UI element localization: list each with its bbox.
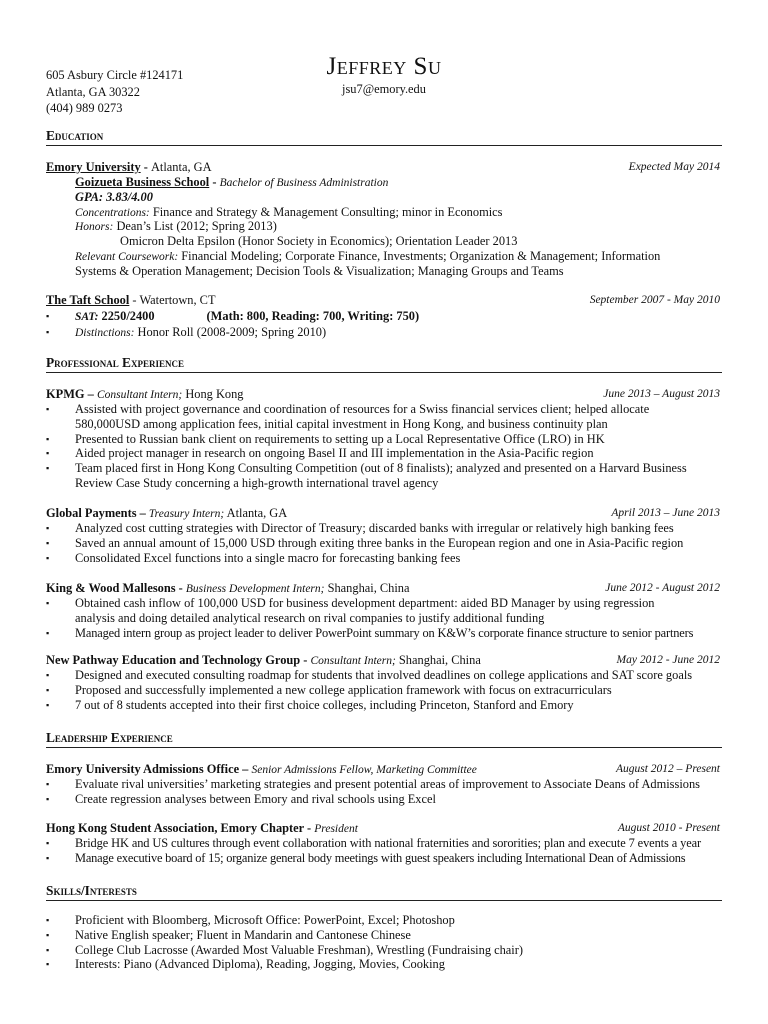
school-name: The Taft School — [46, 293, 130, 307]
list-item: ▪ College Club Lacrosse (Awarded Most Valuable Freshman), Wrestling (Fundraising chair) — [46, 943, 722, 958]
job-role: Treasury Intern; — [148, 508, 225, 520]
leadership-header — [46, 821, 722, 837]
concentrations-label: Concentrations: — [75, 207, 150, 219]
leadership-date: August 2012 – Present — [615, 763, 720, 775]
separator: - — [209, 175, 220, 189]
job-date: April 2013 – June 2013 — [611, 507, 720, 519]
job-bullets — [46, 668, 722, 712]
job-date: June 2013 – August 2013 — [603, 388, 720, 400]
degree: Bachelor of Business Administration — [219, 177, 389, 189]
leadership-role: Senior Admissions Fellow, Marketing Committee — [251, 764, 477, 776]
gpa: GPA: 3.83/4.00 — [75, 190, 153, 204]
job-org: New Pathway Education and Technology Group — [46, 653, 301, 667]
section-heading-professional: Professional Experience — [46, 355, 722, 373]
job-header — [46, 581, 722, 597]
candidate-name: Jeffrey Su — [326, 53, 442, 80]
list-item: ▪ Proficient with Bloomberg, Microsoft Office: PowerPoint, Excel; Photoshop — [46, 913, 722, 928]
honors-row — [75, 219, 277, 235]
education-date: September 2007 - May 2010 — [589, 294, 720, 306]
coursework-text-continued: Systems & Operation Management; Decision Tools & Visualization; Managing Groups and Teams — [75, 264, 564, 278]
list-item: ▪ Presented to Russian bank client on requirements to setting up a Local Representative Office (LRO) in HK — [46, 432, 722, 447]
list-item: ▪ Create regression analyses between Emory and rival schools using Excel — [46, 792, 722, 807]
honors-text-continued: Omicron Delta Epsilon (Honor Society in Economics); Orientation Leader 2013 — [120, 234, 518, 248]
list-item: ▪ Interests: Piano (Advanced Diploma), Reading, Jogging, Movies, Cooking — [46, 957, 722, 972]
education-taft-row — [46, 293, 722, 308]
list-item: ▪ 7 out of 8 students accepted into their first choice colleges, including Princeton, Stanford and Emory — [46, 698, 722, 713]
list-item: ▪ Team placed first in Hong Kong Consulting Competition (out of 8 finalists); analyzed and presented on a Harvard Business Review Case Study concerning a high-growth international travel agency — [46, 461, 722, 491]
section-heading-leadership: Leadership Experience — [46, 730, 722, 748]
list-item: ▪ Analyzed cost cutting strategies with Director of Treasury; discarded banks with irregular or relatively high banking fees — [46, 521, 722, 536]
separator: – — [136, 506, 149, 520]
sat-label: SAT: — [75, 311, 99, 323]
job-role: Consultant Intern; — [96, 389, 183, 401]
separator: – — [84, 387, 97, 401]
coursework-label: Relevant Coursework: — [75, 251, 179, 263]
address-line-2: Atlanta, GA 30322 — [46, 84, 140, 99]
list-item: ▪ Consolidated Excel functions into a single macro for forecasting banking fees — [46, 551, 722, 566]
concentrations-text: Finance and Strategy & Management Consulting; minor in Economics — [149, 205, 503, 219]
school-name: Emory University — [46, 160, 141, 174]
list-item: ▪ Native English speaker; Fluent in Mandarin and Cantonese Chinese — [46, 928, 722, 943]
list-item: ▪ Managed intern group as project leader to deliver PowerPoint summary on K&W’s corporate finance structure to senior partners — [46, 626, 722, 641]
sat-score: 2250/2400 — [98, 309, 155, 323]
education-date: Expected May 2014 — [628, 161, 720, 173]
separator: - — [303, 821, 315, 835]
list-item — [46, 309, 722, 325]
list-item: ▪ Evaluate rival universities’ marketing strategies and present potential areas of improvement to Associate Deans of Admissions — [46, 777, 722, 792]
list-item: ▪ Designed and executed consulting roadmap for students that involved deadlines on college applications and SAT score goals — [46, 668, 722, 683]
sat-detail: (Math: 800, Reading: 700, Writing: 750) — [206, 309, 420, 323]
leadership-bullets — [46, 836, 722, 866]
job-bullets — [46, 521, 722, 565]
leadership-header — [46, 762, 722, 778]
section-heading-skills: Skills/Interests — [46, 883, 722, 901]
list-item: ▪ Proposed and successfully implemented a new college application framework with focus on extracurriculars — [46, 683, 722, 698]
school-location: Watertown, CT — [139, 293, 216, 307]
leadership-bullets — [46, 777, 722, 807]
job-org: Global Payments — [46, 506, 137, 520]
distinctions-label: Distinctions: — [75, 326, 135, 339]
job-header — [46, 653, 722, 669]
list-item: ▪ Obtained cash inflow of 100,000 USD for business development department: aided BD Manager by using regression analysis and doing detailed analytical research on rival companies to justify additional funding — [46, 596, 722, 626]
taft-details-list — [46, 309, 722, 341]
job-date: June 2012 - August 2012 — [605, 582, 720, 594]
job-header — [46, 387, 722, 403]
education-emory-row — [46, 160, 722, 175]
job-bullets — [46, 596, 722, 640]
job-location: Shanghai, China — [324, 581, 410, 595]
separator: - — [140, 160, 151, 174]
list-item: ▪ Saved an annual amount of 15,000 USD through exiting three banks in the European region and one in Asia-Pacific region — [46, 536, 722, 551]
sub-school-name: Goizueta Business School — [75, 175, 210, 189]
coursework-row — [75, 249, 660, 265]
job-date: May 2012 - June 2012 — [616, 654, 720, 666]
leadership-org: Hong Kong Student Association, Emory Chapter — [46, 821, 304, 835]
school-location: Atlanta, GA — [150, 160, 212, 174]
list-item: ▪ Assisted with project governance and coordination of resources for a Swiss financial services client; helped allocate 580,000USD among application fees, initial capital investment in Hong Kong, and business continuity plan — [46, 402, 722, 432]
job-org: KPMG — [46, 387, 85, 401]
list-item: ▪ Aided project manager in research on ongoing Basel II and III implementation in the Asia-Pacific region — [46, 446, 722, 461]
honors-text: Dean’s List (2012; Spring 2013) — [113, 219, 277, 233]
coursework-text: Financial Modeling; Corporate Finance, Investments; Organization & Management; Information — [178, 249, 661, 263]
separator: - — [175, 581, 186, 595]
email-address: jsu7@emory.edu — [342, 82, 426, 96]
list-item — [46, 325, 722, 341]
list-item: ▪ Bridge HK and US cultures through event collaboration with national fraternities and sororities; plan and execute 7 events a year — [46, 836, 722, 851]
skills-bullets — [46, 913, 722, 972]
separator: – — [239, 762, 252, 776]
honors-label: Honors: — [75, 221, 114, 233]
job-role: Business Development Intern; — [185, 583, 325, 595]
leadership-org: Emory University Admissions Office — [46, 762, 240, 776]
section-heading-education: Education — [46, 128, 722, 146]
separator: - — [129, 293, 140, 307]
job-role: Consultant Intern; — [310, 655, 396, 667]
job-location: Shanghai, China — [395, 653, 481, 667]
job-org: King & Wood Mallesons — [46, 581, 176, 595]
leadership-date: August 2010 - Present — [617, 822, 720, 834]
separator: - — [300, 653, 311, 667]
job-location: Atlanta, GA — [224, 506, 288, 520]
sub-school-row — [75, 175, 388, 191]
list-item: ▪ Manage executive board of 15; organize general body meetings with guest speakers including International Dean of Admissions — [46, 851, 722, 866]
distinctions-text: Honor Roll (2008-2009; Spring 2010) — [134, 324, 327, 339]
phone-number: (404) 989 0273 — [46, 101, 123, 115]
job-header — [46, 506, 722, 522]
address-line-1: 605 Asbury Circle #124171 — [46, 68, 184, 82]
job-location: Hong Kong — [182, 387, 244, 401]
job-bullets — [46, 402, 722, 491]
leadership-role: President — [314, 823, 358, 835]
